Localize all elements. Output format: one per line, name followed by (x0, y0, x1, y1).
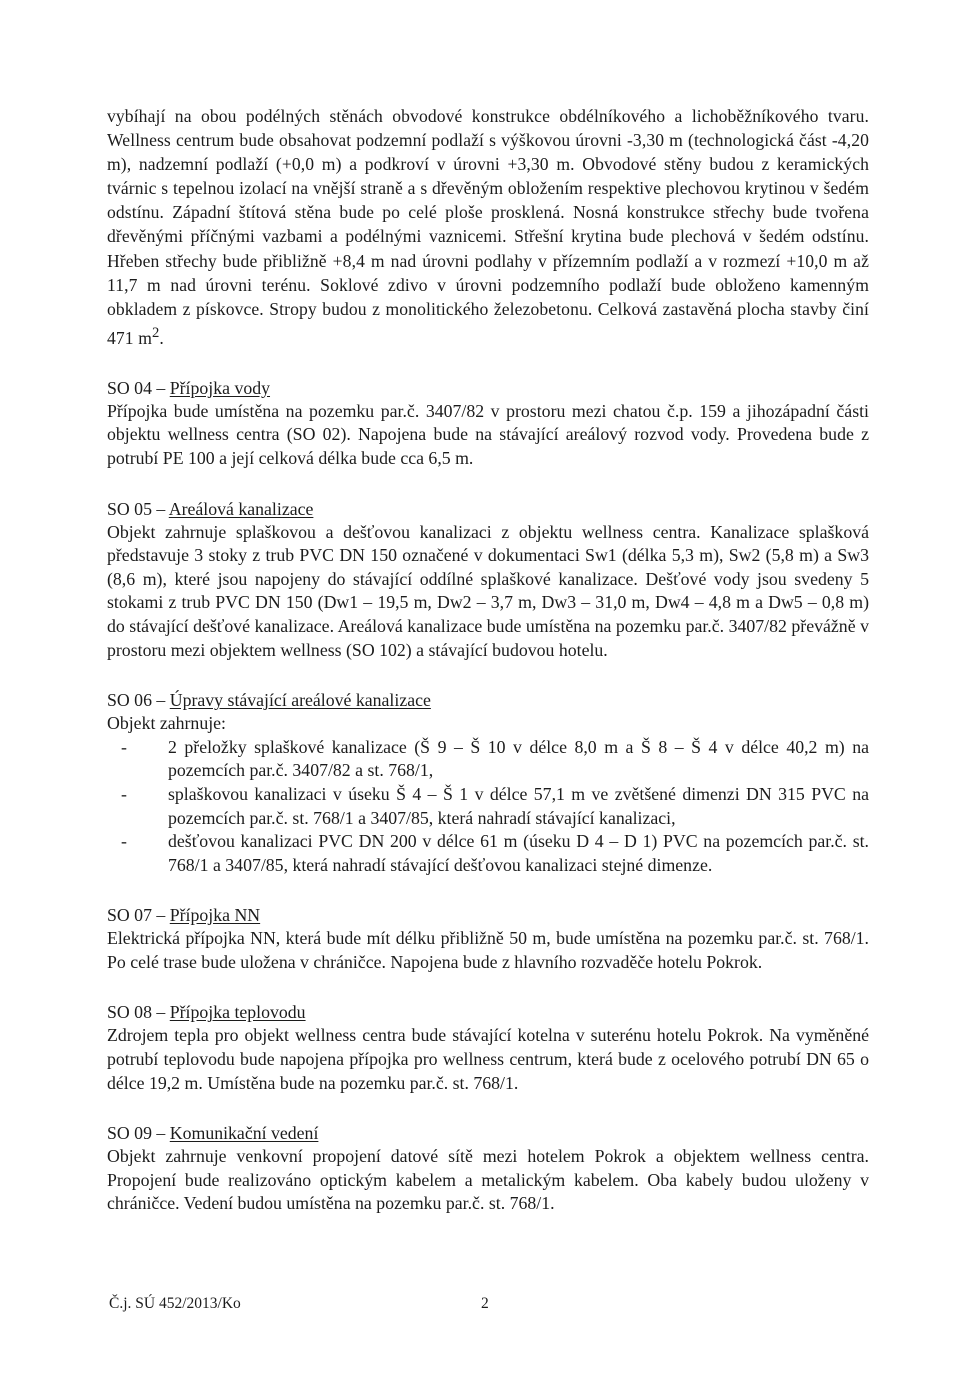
section-body: Objekt zahrnuje venkovní propojení datové sítě mezi hotelem Pokrok a objektem wellness centra. Propojení bude realizováno optickým kabelem a metalickým kabelem. Oba kabely budou uloženy v chráničce. Vedení budou umístěna na pozemku par.č. st. 768/1. (107, 1146, 869, 1214)
intro-paragraph (107, 104, 869, 350)
section-code: SO 06 – (107, 690, 170, 711)
list-item (107, 783, 869, 830)
list-item-text: splaškovou kanalizaci v úseku Š 4 – Š 1 v délce 57,1 m ve zvětšené dimenzi DN 315 PVC na pozemcích par.č. st. 768/1 a 3407/85, která nahradí stávající kanalizaci, (168, 783, 869, 828)
document-page (107, 104, 869, 1216)
intro-superscript: 2 (151, 324, 160, 341)
section-title: Areálová kanalizace (168, 498, 314, 519)
section-heading (107, 1000, 869, 1024)
section-so05 (107, 497, 869, 663)
section-title: Přípojka NN (169, 905, 261, 926)
list-item (107, 830, 869, 877)
dash-bullet: - (121, 783, 127, 804)
bullet-list (107, 736, 869, 878)
document-reference: Č.j. SÚ 452/2013/Ko (109, 1295, 241, 1312)
section-heading (107, 497, 869, 521)
section-code: SO 08 – (107, 1002, 170, 1023)
section-code: SO 07 – (107, 905, 170, 926)
section-title: Přípojka teplovodu (169, 1002, 306, 1023)
intro-end: . (159, 327, 164, 348)
list-item-text: dešťovou kanalizaci PVC DN 200 v délce 61 m (úseku D 4 – D 1) PVC na pozemcích par.č. st. 768/1 a 3407/85, která nahradí stávající dešťovou kanalizaci stejné dimenze. (168, 831, 869, 875)
section-body: Přípojka bude umístěna na pozemku par.č. 3407/82 v prostoru mezi chatou č.p. 159 a jihozápadní části objektu wellness centra (SO 02). Napojena bude na stávající areálový rozvod vody. Provedena bude z potrubí PE 100 a její celková délka bude cca 6,5 m. (107, 400, 869, 468)
list-item (107, 736, 869, 783)
section-heading (107, 688, 869, 712)
section-body: Objekt zahrnuje splaškovou a dešťovou kanalizaci z objektu wellness centra. Kanalizace splašková představuje 3 stoky z trub PVC DN 150 označené v dokumentaci Sw1 (délka 5,3 m), Sw2 (5,8 m) a Sw3 (8,6 m), které jsou napojeny do stávající oddílné splaškové kanalizace. Dešťové vody jsou svedeny 5 stokami z trub PVC DN 150 (Dw1 – 19,5 m, Dw2 – 3,7 m, Dw3 – 31,0 m, Dw4 – 4,8 m a Dw5 – 0,8 m) do stávající dešťové kanalizace. Areálová kanalizace bude umístěna na pozemku par.č. 3407/82 převážně v prostoru mezi objektem wellness (SO 102) a stávající budovou hotelu. (107, 521, 869, 660)
section-so09 (107, 1121, 869, 1216)
section-lead: Objekt zahrnuje: (107, 713, 226, 734)
section-heading (107, 376, 869, 400)
intro-text: vybíhají na obou podélných stěnách obvodové konstrukce obdélníkového a lichoběžníkového tvaru. Wellness centrum bude obsahovat podzemní podlaží s výškovou úrovni -3,30 m (technologická část -4,20 m), nadzemní podlaží (+0,0 m) a podkroví v úrovni +3,30 m. Obvodové stěny budou z keramických tvárnic s tepelnou izolací na vnější straně a s dřevěným obložením respektive plechovou krytinou v šedém odstínu. Západní štítová stěna bude po celé ploše prosklená. Nosná konstrukce střechy bude tvořena dřevěnými příčnými vazbami a podélnými vaznicemi. Střešní krytina bude plechová v šedém odstínu. Hřeben střechy bude přibližně +8,4 m nad úrovni podlahy v přízemním podlaží a v rozmezí +10,0 m až 11,7 m nad úrovni terénu. Soklové zdivo v úrovni podzemního podlaží bude obloženo kamenným obkladem z pískovce. Stropy budou z monolitického železobetonu. Celková zastavěná plocha stavby činí 471 m (107, 106, 869, 348)
section-code: SO 05 – (107, 498, 169, 519)
section-title: Přípojka vody (169, 377, 271, 398)
dash-bullet: - (121, 831, 127, 852)
section-code: SO 09 – (107, 1123, 170, 1144)
section-heading (107, 1121, 869, 1145)
section-so07 (107, 903, 869, 974)
section-so08 (107, 1000, 869, 1095)
list-item-text: 2 přeložky splaškové kanalizace (Š 9 – Š 10 v délce 8,0 m a Š 8 – Š 4 v délce 40,2 m) na pozemcích par.č. 3407/82 a st. 768/1, (168, 736, 869, 781)
section-code: SO 04 – (107, 377, 170, 398)
section-title: Komunikační vedení (169, 1123, 319, 1144)
section-title: Úpravy stávající areálové kanalizace (169, 690, 431, 711)
section-heading (107, 903, 869, 927)
section-so06 (107, 688, 869, 877)
section-body: Elektrická přípojka NN, která bude mít délku přibližně 50 m, bude umístěna na pozemku par.č. st. 768/1. Po celé trase bude uložena v chráničce. Napojena bude z hlavního rozvaděče hotelu Pokrok. (107, 928, 869, 972)
dash-bullet: - (121, 736, 127, 757)
section-so04 (107, 376, 869, 471)
page-number: 2 (481, 1295, 489, 1312)
section-body: Zdrojem tepla pro objekt wellness centra bude stávající kotelna v suterénu hotelu Pokrok. Na vyměněné potrubí teplovodu bude napojena přípojka pro wellness centrum, která bude z ocelového potrubí DN 65 o délce 19,2 m. Umístěna bude na pozemku par.č. st. 768/1. (107, 1025, 869, 1093)
